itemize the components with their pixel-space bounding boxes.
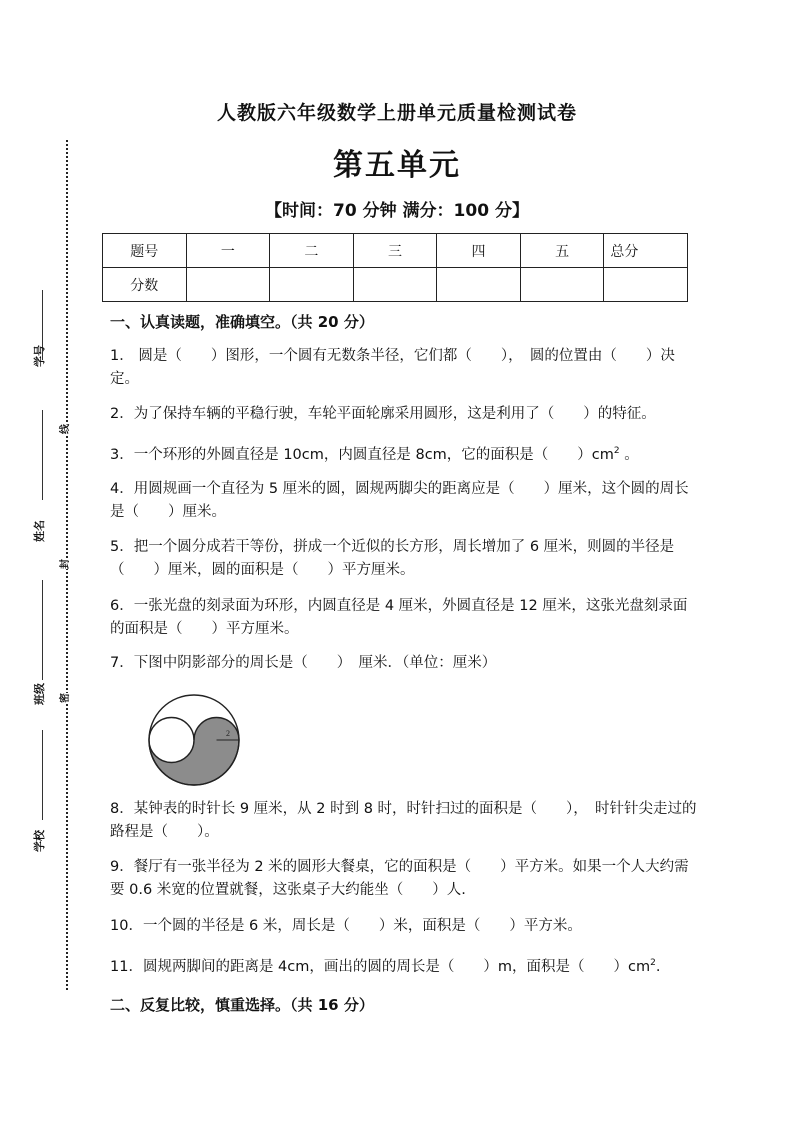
question-3 bbox=[110, 440, 700, 467]
name-label: 姓名 bbox=[33, 520, 46, 542]
class-label: 班级 bbox=[33, 683, 46, 705]
header-cell: 五 bbox=[520, 234, 604, 268]
question-8: 8．某钟表的时针长 9 厘米，从 2 时到 8 时，时针扫过的面积是（ ）， 时针针尖走过的路程是（ ）。 bbox=[110, 801, 697, 840]
question-11 bbox=[110, 952, 700, 979]
name-rule bbox=[42, 410, 43, 500]
student-id-label: 学号 bbox=[33, 345, 46, 367]
shaded-region bbox=[149, 718, 239, 786]
section-2-heading: 二、反复比较，慎重选择。（共 16 分） bbox=[110, 996, 374, 1014]
header-cell: 题号 bbox=[103, 234, 187, 268]
score-table-header-row bbox=[103, 234, 688, 268]
binding-char-mi: 密 bbox=[60, 693, 71, 703]
score-cell[interactable] bbox=[604, 268, 688, 302]
class-rule bbox=[42, 580, 43, 680]
score-cell[interactable] bbox=[270, 268, 354, 302]
time-score-info: 【时间：70 分钟 满分：100 分】 bbox=[265, 201, 529, 221]
question-7: 7．下图中阴影部分的周长是（ ） 厘米．（单位：厘米） bbox=[110, 655, 497, 671]
section-1-heading: 一、认真读题，准确填空。（共 20 分） bbox=[110, 313, 374, 331]
question-11-end: . bbox=[655, 958, 661, 975]
exam-subtitle: 人教版六年级数学上册单元质量检测试卷 bbox=[216, 102, 577, 124]
score-cell[interactable] bbox=[353, 268, 437, 302]
binding-char-feng: 封 bbox=[60, 559, 71, 569]
question-5: 5．把一个圆分成若干等份，拼成一个近似的长方形，周长增加了 6 厘米，则圆的半径是（ ）厘米，圆的面积是（ ）平方厘米。 bbox=[110, 539, 675, 578]
question-3-text: 3．一个环形的外圆直径是 10cm，内圆直径是 8cm，它的面积是（ ）cm bbox=[110, 446, 614, 463]
page-title: 第五单元 bbox=[333, 148, 461, 183]
header-cell: 三 bbox=[353, 234, 437, 268]
question-10: 10．一个圆的半径是 6 米，周长是（ ）米，面积是（ ）平方米。 bbox=[110, 918, 582, 934]
score-row-label: 分数 bbox=[103, 268, 187, 302]
question-9: 9．餐厅有一张半径为 2 米的圆形大餐桌，它的面积是（ ）平方米。如果一个人大约需要 0.6 米宽的位置就餐，这张桌子大约能坐（ ）人. bbox=[110, 859, 689, 898]
header-cell: 总分 bbox=[604, 234, 688, 268]
school-rule bbox=[42, 730, 43, 820]
question-11-text: 11．圆规两脚间的距离是 4cm，画出的圆的周长是（ ）m，面积是（ ）cm bbox=[110, 958, 651, 975]
score-table bbox=[102, 233, 688, 302]
header-cell: 四 bbox=[437, 234, 521, 268]
score-table-score-row bbox=[103, 268, 688, 302]
radius-label: 2 bbox=[226, 729, 230, 738]
score-cell[interactable] bbox=[186, 268, 270, 302]
question-1: 1． 圆是（ ）图形，一个圆有无数条半径，它们都（ ）， 圆的位置由（ ）决定。 bbox=[110, 348, 675, 387]
question-3-superscript: 2 bbox=[613, 446, 620, 456]
question-4: 4．用圆规画一个直径为 5 厘米的圆，圆规两脚尖的距离应是（ ）厘米，这个圆的周长是（ ）厘米。 bbox=[110, 481, 689, 520]
inner-arc-left bbox=[149, 718, 194, 741]
score-cell[interactable] bbox=[437, 268, 521, 302]
binding-char-xian: 线 bbox=[60, 424, 71, 434]
header-cell: 二 bbox=[270, 234, 354, 268]
shaded-circle-figure bbox=[144, 690, 244, 790]
question-11-superscript: 2 bbox=[650, 958, 656, 968]
school-label: 学校 bbox=[33, 830, 46, 852]
question-2: 2．为了保持车辆的平稳行驶，车轮平面轮廓采用圆形，这是利用了（ ）的特征。 bbox=[110, 406, 656, 422]
score-cell[interactable] bbox=[520, 268, 604, 302]
question-6: 6．一张光盘的刻录面为环形，内圆直径是 4 厘米，外圆直径是 12 厘米，这张光盘刻录面的面积是（ ）平方厘米。 bbox=[110, 598, 688, 637]
question-3-end: 。 bbox=[619, 446, 639, 463]
header-cell: 一 bbox=[186, 234, 270, 268]
